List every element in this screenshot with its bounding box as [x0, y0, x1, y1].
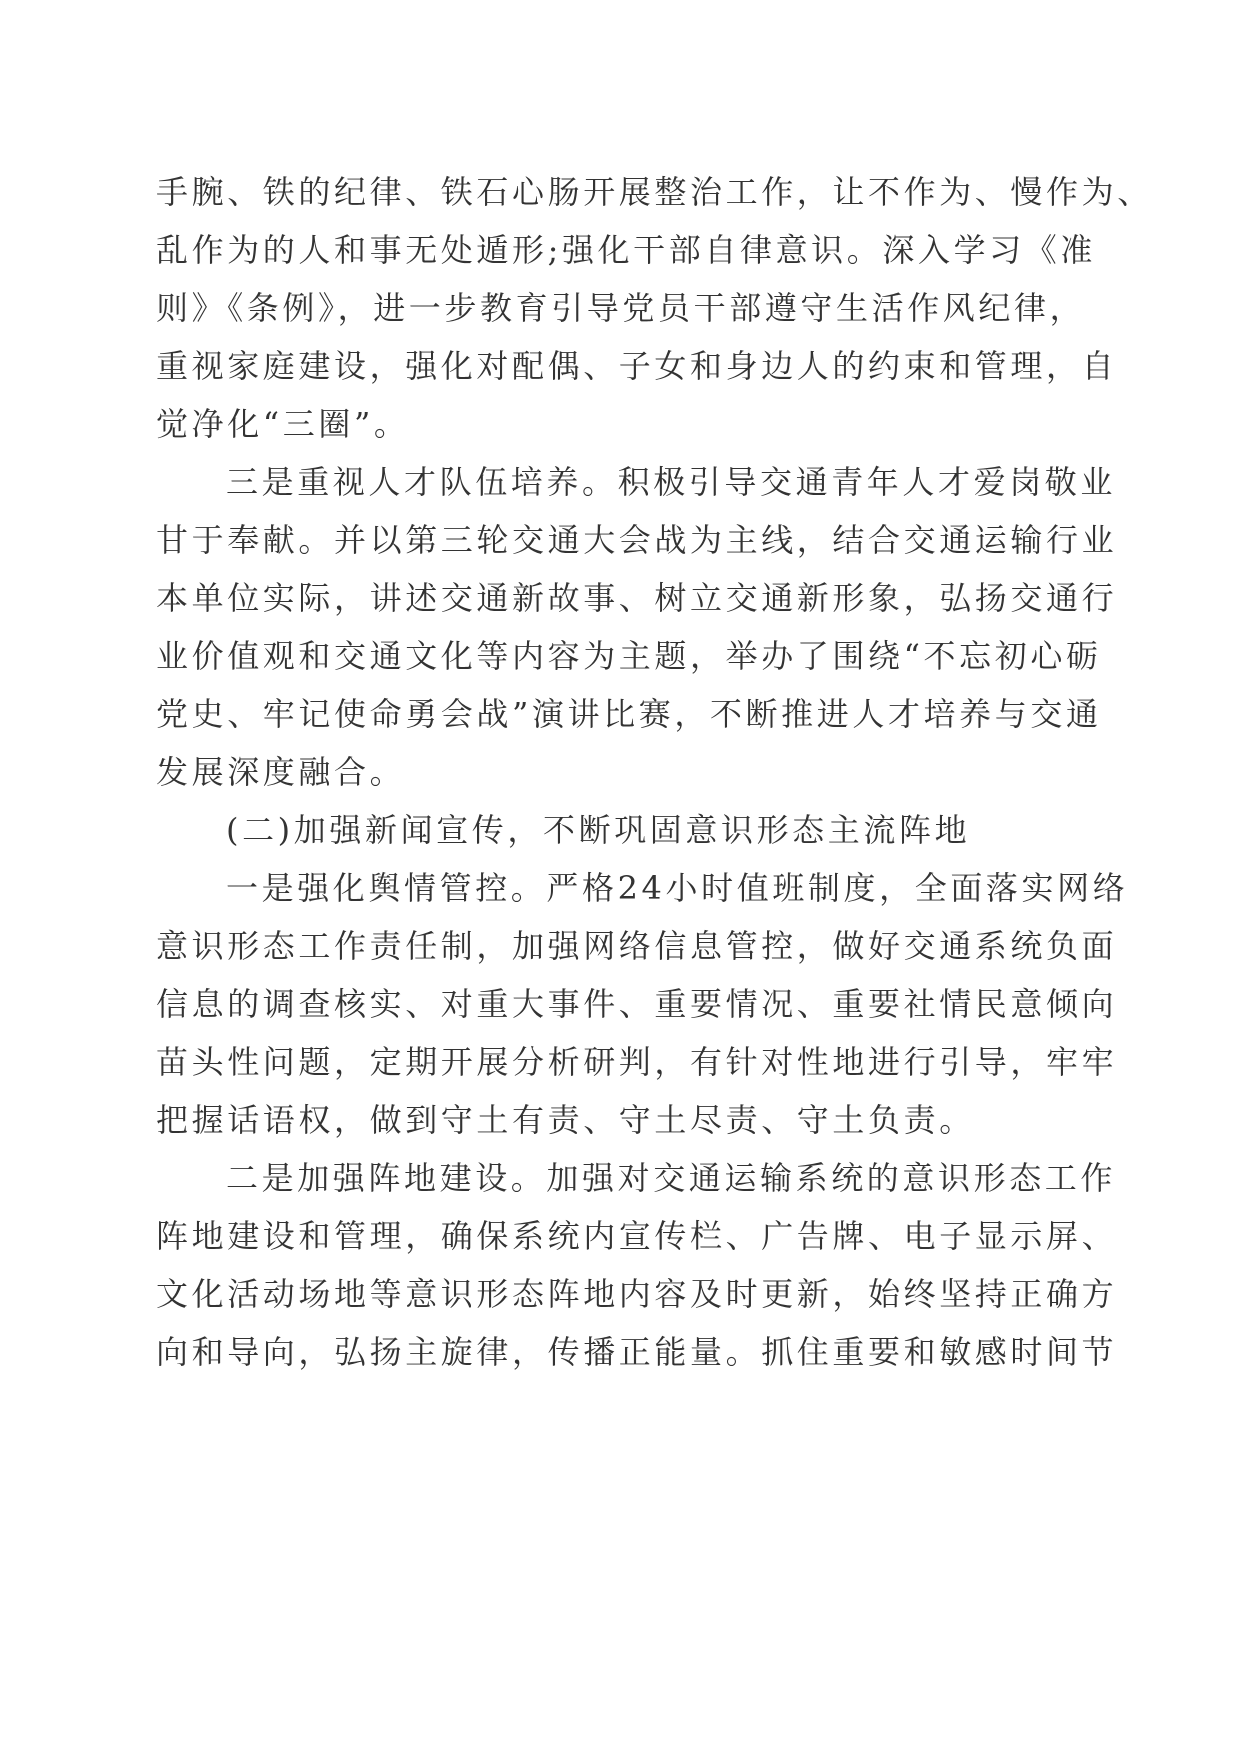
- text-line: 苗头性问题，定期开展分析研判，有针对性地进行引导，牢牢: [156, 1043, 1118, 1081]
- text-line: 重视家庭建设，强化对配偶、子女和身边人的约束和管理，自: [156, 347, 1118, 385]
- text-line: 把握话语权，做到守土有责、守土尽责、守土负责。: [156, 1101, 975, 1139]
- text-line: 觉净化“三圈”。: [156, 405, 410, 443]
- paragraph-start: 二是加强阵地建设。加强对交通运输系统的意识形态工作: [226, 1159, 1117, 1197]
- text-line: 乱作为的人和事无处遁形;强化干部自律意识。深入学习《准: [156, 231, 1096, 269]
- text-line: 甘于奉献。并以第三轮交通大会战为主线，结合交通运输行业: [156, 521, 1118, 559]
- text-line: 向和导向，弘扬主旋律，传播正能量。抓住重要和敏感时间节: [156, 1333, 1118, 1371]
- text-line: 发展深度融合。: [156, 753, 406, 791]
- text-line: 阵地建设和管理，确保系统内宣传栏、广告牌、电子显示屏、: [156, 1217, 1118, 1255]
- paragraph-start: 一是强化舆情管控。严格24小时值班制度，全面落实网络: [226, 869, 1129, 907]
- section-heading: (二)加强新闻宣传，不断巩固意识形态主流阵地: [226, 811, 971, 849]
- text-line: 业价值观和交通文化等内容为主题，举办了围绕“不忘初心砺: [156, 637, 1102, 675]
- text-line: 本单位实际，讲述交通新故事、树立交通新形象，弘扬交通行: [156, 579, 1118, 617]
- text-line: 意识形态工作责任制，加强网络信息管控，做好交通系统负面: [156, 927, 1118, 965]
- text-line: 文化活动场地等意识形态阵地内容及时更新，始终坚持正确方: [156, 1275, 1118, 1313]
- text-line: 则》《条例》，进一步教育引导党员干部遵守生活作风纪律，: [156, 289, 1086, 327]
- text-line: 党史、牢记使命勇会战”演讲比赛，不断推进人才培养与交通: [156, 695, 1102, 733]
- text-line: 信息的调查核实、对重大事件、重要情况、重要社情民意倾向: [156, 985, 1118, 1023]
- text-line: 手腕、铁的纪律、铁石心肠开展整治工作，让不作为、慢作为、: [156, 173, 1153, 211]
- paragraph-start: 三是重视人才队伍培养。积极引导交通青年人才爱岗敬业: [226, 463, 1117, 501]
